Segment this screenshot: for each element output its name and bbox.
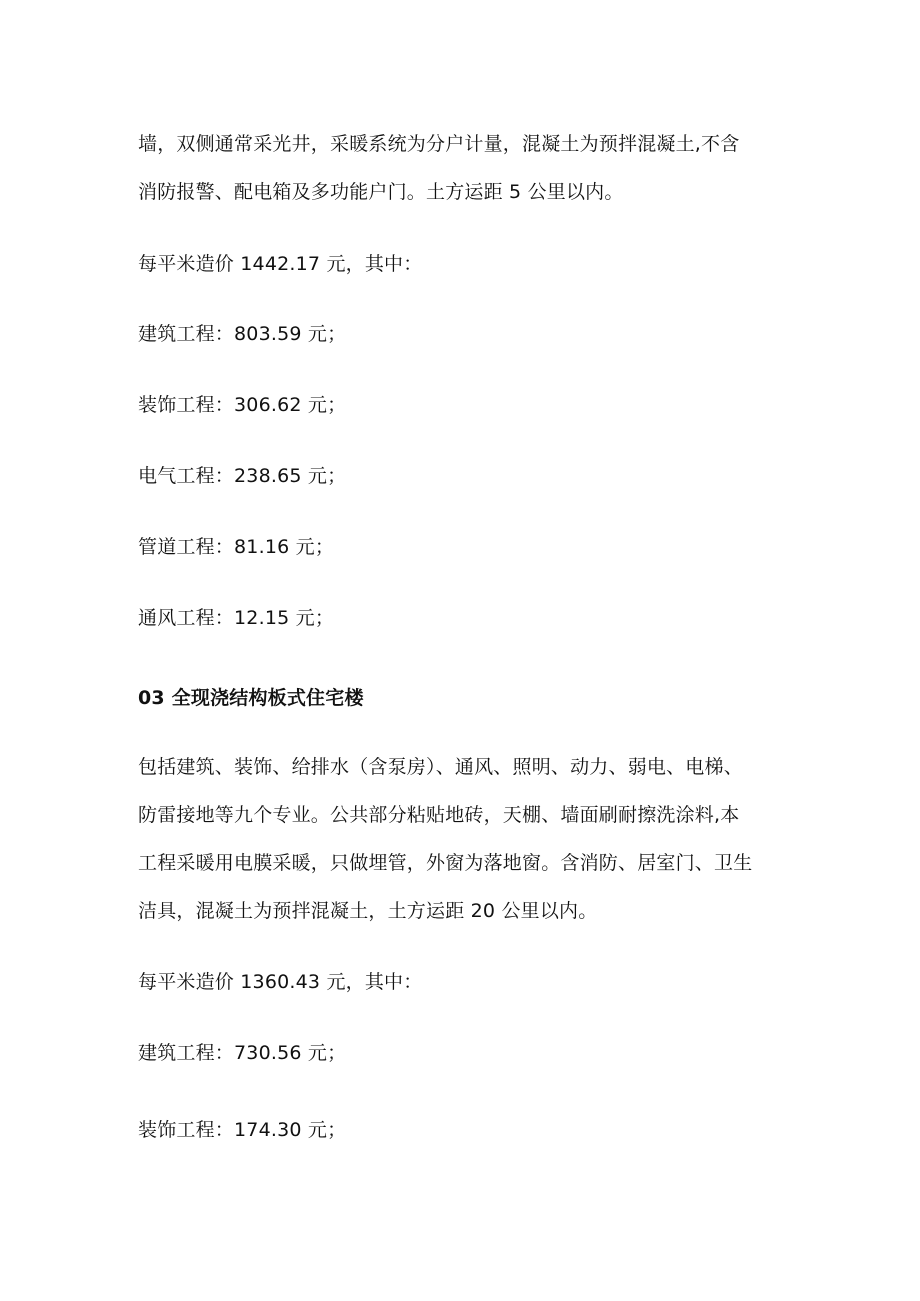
description-line: 包括建筑、装饰、给排水（含泵房）、通风、照明、动力、弱电、电梯、 xyxy=(138,756,743,778)
description-line: 消防报警、配电箱及多功能户门。土方运距 5 公里以内。 xyxy=(138,181,624,203)
description-line: 洁具，混凝土为预拌混凝土，土方运距 20 公里以内。 xyxy=(138,900,598,922)
cost-item-decoration: 装饰工程：306.62 元； xyxy=(138,394,347,416)
cost-item-ventilation: 通风工程：12.15 元； xyxy=(138,607,335,629)
description-line: 防雷接地等九个专业。公共部分粘贴地砖，天棚、墙面刷耐擦洗涂料,本 xyxy=(138,804,740,826)
cost-item-electrical: 电气工程：238.65 元； xyxy=(138,465,347,487)
cost-item-building: 建筑工程：730.56 元； xyxy=(138,1042,347,1064)
description-line: 墙，双侧通常采光井，采暖系统为分户计量，混凝土为预拌混凝土,不含 xyxy=(138,133,740,155)
cost-item-decoration: 装饰工程：174.30 元； xyxy=(138,1119,347,1141)
cost-item-building: 建筑工程：803.59 元； xyxy=(138,323,347,345)
unit-cost-total: 每平米造价 1360.43 元，其中： xyxy=(138,971,423,993)
description-line: 工程采暖用电膜采暖，只做埋管，外窗为落地窗。含消防、居室门、卫生 xyxy=(138,852,753,874)
cost-item-pipeline: 管道工程：81.16 元； xyxy=(138,536,335,558)
unit-cost-total: 每平米造价 1442.17 元，其中： xyxy=(138,253,423,275)
section-heading: 03 全现浇结构板式住宅楼 xyxy=(138,687,364,709)
